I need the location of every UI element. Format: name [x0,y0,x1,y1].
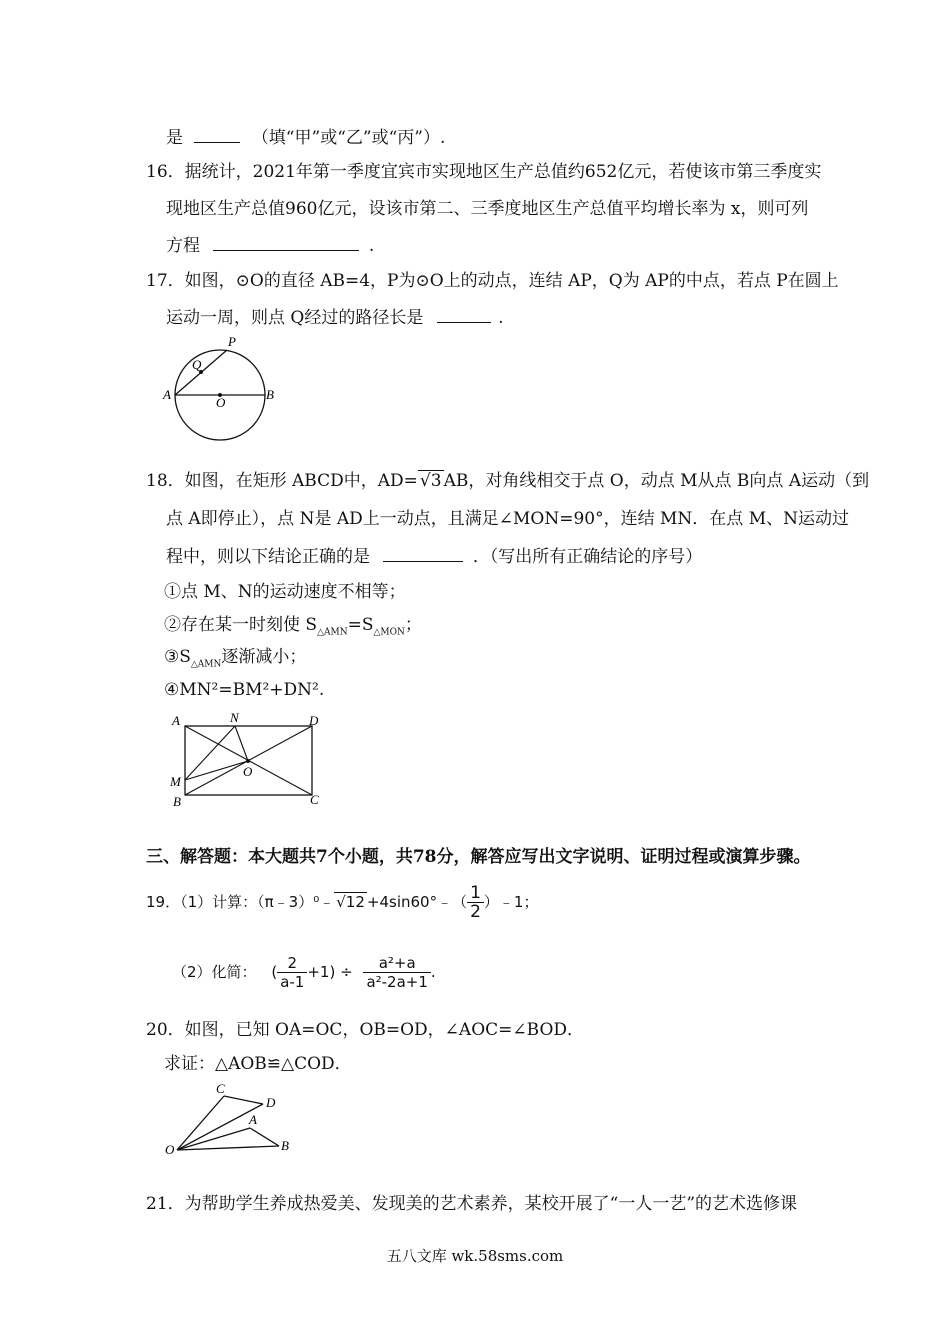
q16-answer-blank [213,234,359,251]
q16-text-post: . [368,236,375,256]
q18-line-1 [146,470,869,492]
q17-text-pre: 运动一周，则点 Q经过的路径长是 [166,308,424,328]
q19-part1 [146,884,538,921]
segment-od [177,1104,263,1150]
label-m: M [170,774,181,789]
q17-text-post: . [498,308,504,328]
q19-p2-label: （2）化简： [172,963,257,981]
q19-frac2-den: a²-2a+1 [366,973,428,991]
q20-line-1: 20．如图，已知 OA=OC，OB=OD，∠AOC=∠BOD． [146,1020,585,1040]
q19-p1-pre: 19．（1）计算：（π﹣3）⁰﹣ [146,893,335,911]
q19-part2 [172,950,436,994]
q18-c2-sub1: △AMN [317,627,348,638]
q19-frac-den: 2 [470,902,481,922]
q18-sqrt: √3 [419,471,442,491]
segment-ab [250,1128,279,1146]
q19-frac-num: 1 [467,884,484,903]
q16-line-3 [166,234,374,257]
segment-cd [224,1096,263,1104]
q18-text-pre: 18．如图，在矩形 ABCD中，AD= [146,471,418,491]
q18-text-post: AB，对角线相交于点 O，动点 M从点 B向点 A运动（到 [443,471,870,491]
q19-p2-end: . [430,963,436,981]
q16-line-2: 现地区生产总值960亿元，设该市第二、三季度地区生产总值平均增长率为 x，则可列 [166,199,809,219]
q19-sqrt: √12 [336,893,365,911]
q20-triangles-figure [162,1080,302,1165]
label-b: B [281,1138,289,1153]
label-q: Q [192,357,202,372]
label-c: C [310,792,319,807]
q16-text-pre: 方程 [166,236,200,256]
q19-frac1-den: a-1 [280,973,305,991]
label-b: B [173,794,181,809]
q18-conclusion-4: ④MN²=BM²+DN². [164,680,325,700]
q18-conclusion-3 [164,646,306,675]
q18-sqrt-value: 3 [430,471,442,491]
section3-heading: 三、解答题：本大题共7个小题，共78分，解答应写出文字说明、证明过程或演算步骤。 [146,847,811,867]
q18-conclusion-2 [164,614,422,643]
label-o: O [243,764,253,779]
q19-p1-post: ）﹣1； [483,893,539,911]
q15-tail-line [166,126,445,149]
q16-line-1: 16．据统计，2021年第一季度宜宾市实现地区生产总值约652亿元，若使该市第三季度实 [146,162,822,182]
q18-c3-post: 逐渐减小； [221,647,307,667]
segment-oc [177,1096,224,1150]
label-p: P [228,335,236,349]
q18-c2-mid: =S [347,615,374,635]
q19-p2-mid: +1) ÷ [307,963,353,981]
page-footer: 五八文库 wk.58sms.com [386,1247,564,1265]
label-a: A [249,1112,257,1127]
label-d: D [266,1095,276,1110]
q17-answer-blank [437,306,491,323]
segment-ob [177,1146,279,1150]
q17-circle-figure [160,335,285,445]
q19-fraction-2 [363,954,430,991]
q19-sqrt-value: 12 [345,893,365,911]
q19-p1-mid: +4sin60°﹣（ [366,893,468,911]
q18-line-3 [166,545,702,568]
q19-fraction-1 [277,954,307,991]
q19-frac2-num: a²+a [363,954,430,973]
label-o: O [216,395,226,410]
q19-frac1-num: 2 [277,954,307,973]
label-a: A [172,713,180,728]
q15-answer-blank [194,126,240,143]
segment-no [235,726,248,761]
label-d: D [309,713,319,728]
label-a: A [163,387,171,402]
q18-c3-pre: ③S [164,647,191,667]
q18-rectangle-figure [165,708,335,813]
q18-c2-sub2: △MON [373,627,405,638]
label-c: C [216,1081,225,1096]
q19-half-fraction [467,884,484,921]
q18-line3-pre: 程中，则以下结论正确的是 [166,547,370,567]
q18-line3-post: ．（写出所有正确结论的序号） [472,547,703,567]
q18-line-2: 点 A即停止），点 N是 AD上一动点，且满足∠MON=90°，连结 MN．在点 M、N运动过 [166,509,849,529]
q15-text-post: （填“甲”或“乙”或“丙”）. [251,128,446,148]
q21-line-1: 21．为帮助学生养成热爱美、发现美的艺术素养，某校开展了“一人一艺”的艺术选修课 [146,1194,798,1214]
label-n: N [230,710,239,725]
q18-c3-sub: △AMN [190,659,222,670]
label-b: B [266,387,274,402]
q18-c2-post: ； [404,615,422,635]
q17-line-2 [166,306,504,329]
q17-line-1: 17．如图，⊙O的直径 AB=4，P为⊙O上的动点，连结 AP，Q为 AP的中点，若点 P在圆上 [146,271,839,291]
segment-oa [177,1128,250,1150]
q15-text-pre: 是 [166,128,183,148]
point-o [246,759,250,763]
q19-p2-open: ( [271,963,278,981]
q18-answer-blank [383,545,463,562]
q18-conclusion-1: ①点 M、N的运动速度不相等； [164,582,406,602]
label-o: O [165,1142,175,1157]
q18-c2-pre: ②存在某一时刻使 S [164,615,318,635]
q20-line-2: 求证：△AOB≌△COD． [164,1054,352,1074]
